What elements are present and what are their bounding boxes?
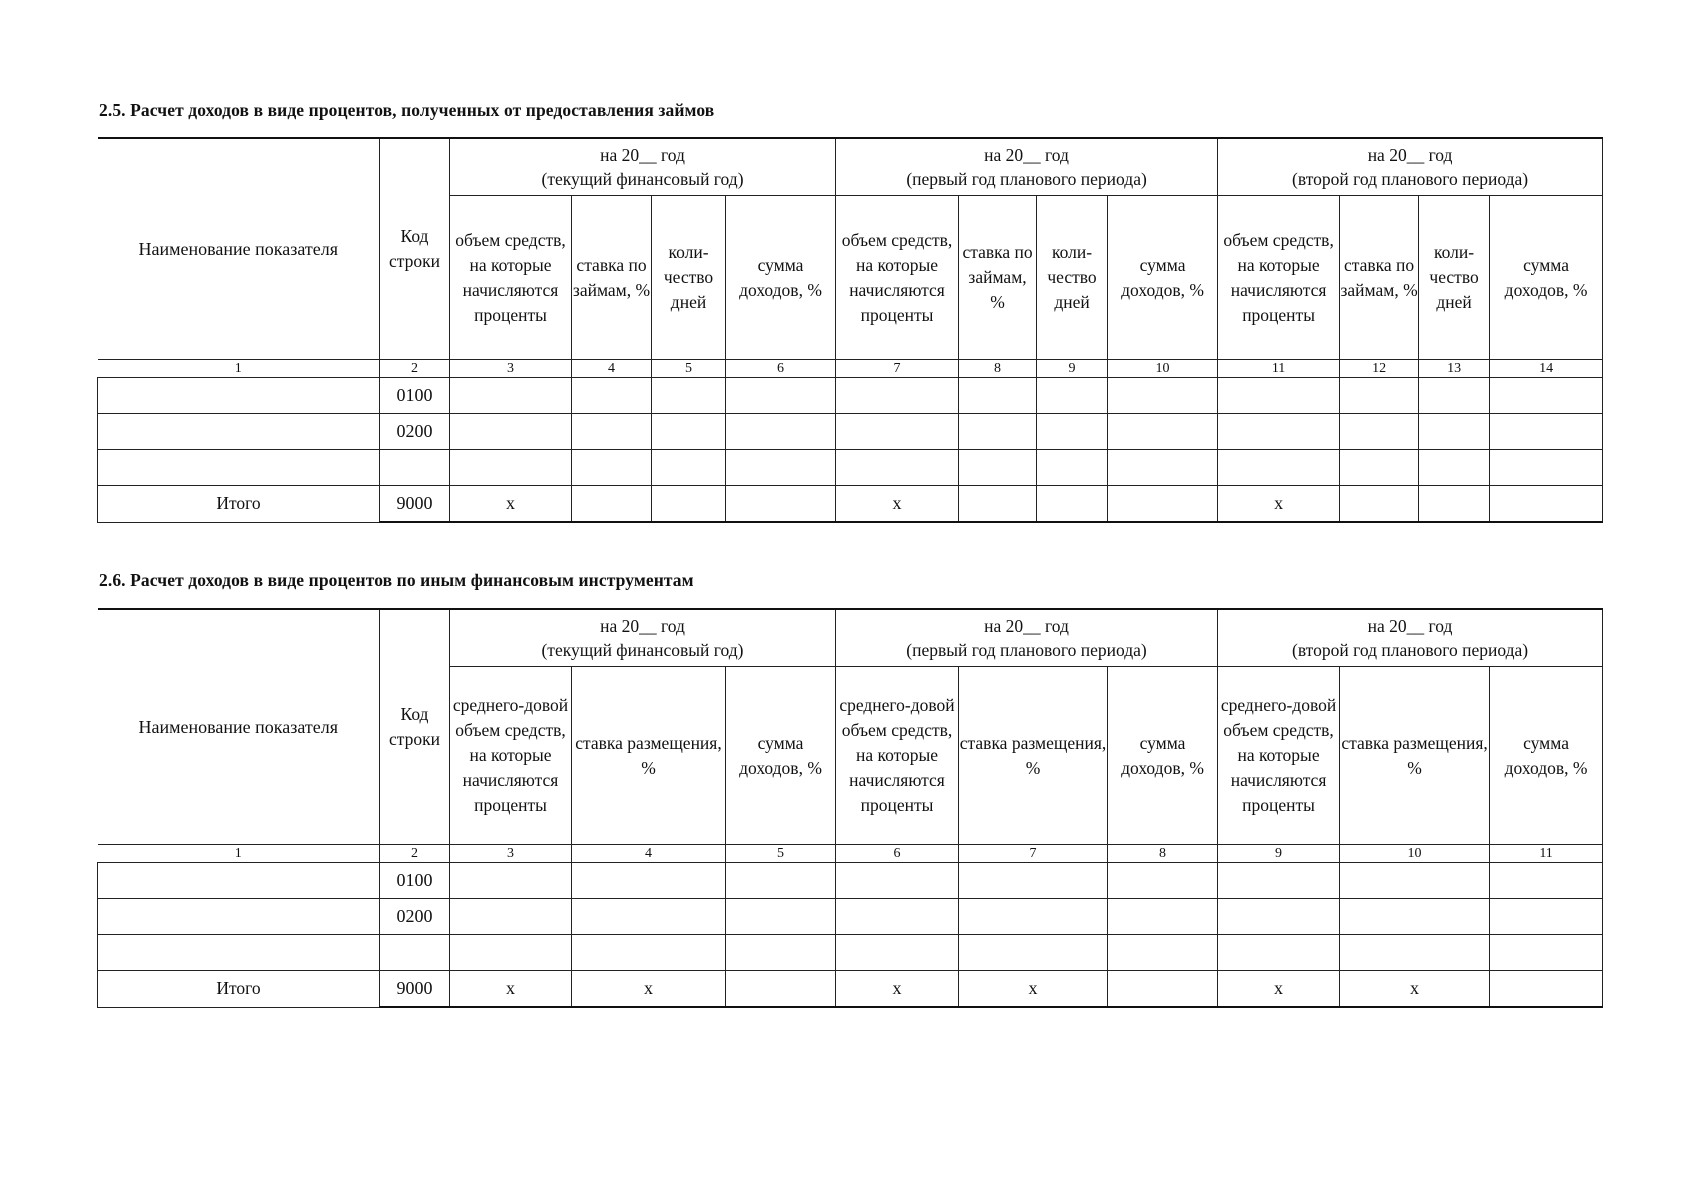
year-header-first-plan bbox=[836, 138, 1218, 196]
row-code-cell: 0200 bbox=[380, 899, 450, 935]
table-row bbox=[98, 935, 1603, 971]
year-label: на 20__ год bbox=[600, 616, 685, 636]
row-code-cell: 0200 bbox=[380, 414, 450, 450]
value-cell[interactable] bbox=[450, 378, 572, 414]
value-cell[interactable] bbox=[836, 378, 959, 414]
column-number: 8 bbox=[1108, 845, 1218, 863]
subheader-income: сумма доходов, % bbox=[1108, 667, 1218, 845]
value-cell[interactable] bbox=[1108, 971, 1218, 1008]
value-cell[interactable] bbox=[959, 414, 1037, 450]
year-caption: (первый год планового периода) bbox=[906, 640, 1147, 660]
value-cell[interactable] bbox=[959, 863, 1108, 899]
column-number: 6 bbox=[726, 360, 836, 378]
column-number: 7 bbox=[959, 845, 1108, 863]
row-name-cell[interactable] bbox=[98, 414, 380, 450]
value-cell[interactable] bbox=[959, 899, 1108, 935]
value-cell[interactable] bbox=[1218, 378, 1340, 414]
subheader-volume: объем средств, на которые начисляются проценты bbox=[450, 196, 572, 360]
row-name-cell[interactable] bbox=[98, 450, 380, 486]
value-cell[interactable] bbox=[572, 450, 652, 486]
value-cell[interactable] bbox=[450, 414, 572, 450]
subheader-placement-rate: ставка размещения, % bbox=[959, 667, 1108, 845]
section-2-5 bbox=[97, 100, 1602, 523]
subheader-income: сумма доходов, % bbox=[1108, 196, 1218, 360]
value-cell[interactable] bbox=[726, 863, 836, 899]
subheader-avg-volume: среднего-довой объем средств, на которые начисляются проценты bbox=[836, 667, 959, 845]
year-caption: (текущий финансовый год) bbox=[541, 640, 744, 660]
row-code-cell bbox=[380, 935, 450, 971]
value-cell[interactable] bbox=[572, 935, 726, 971]
value-cell[interactable] bbox=[1037, 450, 1108, 486]
row-code-cell bbox=[380, 450, 450, 486]
year-caption: (первый год планового периода) bbox=[906, 169, 1147, 189]
table-body bbox=[98, 378, 1603, 523]
subheader-days: коли-чество дней bbox=[1419, 196, 1490, 360]
value-cell[interactable] bbox=[836, 863, 959, 899]
column-header-name: Наименование показателя bbox=[98, 609, 380, 845]
column-header-code: Код строки bbox=[380, 138, 450, 360]
year-label: на 20__ год bbox=[600, 145, 685, 165]
table-row bbox=[98, 450, 1603, 486]
row-name-cell[interactable] bbox=[98, 899, 380, 935]
subheader-income: сумма доходов, % bbox=[1490, 667, 1603, 845]
value-cell[interactable] bbox=[1218, 935, 1340, 971]
value-cell[interactable] bbox=[726, 971, 836, 1008]
total-row bbox=[98, 971, 1603, 1008]
total-row bbox=[98, 486, 1603, 523]
column-number: 2 bbox=[380, 360, 450, 378]
column-number: 2 bbox=[380, 845, 450, 863]
value-cell[interactable] bbox=[572, 863, 726, 899]
row-name-cell[interactable] bbox=[98, 863, 380, 899]
year-caption: (второй год планового периода) bbox=[1292, 640, 1529, 660]
value-cell[interactable] bbox=[1340, 486, 1419, 523]
not-applicable-mark: x bbox=[1218, 971, 1340, 1008]
other-instruments-table bbox=[97, 608, 1603, 1008]
value-cell[interactable] bbox=[1218, 899, 1340, 935]
value-cell[interactable] bbox=[572, 486, 652, 523]
table-row bbox=[98, 414, 1603, 450]
value-cell[interactable] bbox=[1490, 971, 1603, 1008]
value-cell[interactable] bbox=[726, 486, 836, 523]
value-cell[interactable] bbox=[959, 378, 1037, 414]
value-cell[interactable] bbox=[1340, 899, 1490, 935]
not-applicable-mark: x bbox=[1340, 971, 1490, 1008]
value-cell[interactable] bbox=[959, 486, 1037, 523]
column-number: 4 bbox=[572, 360, 652, 378]
year-header-current bbox=[450, 609, 836, 667]
value-cell[interactable] bbox=[572, 414, 652, 450]
value-cell[interactable] bbox=[726, 414, 836, 450]
value-cell[interactable] bbox=[450, 450, 572, 486]
year-label: на 20__ год bbox=[984, 145, 1069, 165]
year-header-second-plan bbox=[1218, 138, 1603, 196]
column-number: 12 bbox=[1340, 360, 1419, 378]
column-number: 5 bbox=[726, 845, 836, 863]
subheader-income: сумма доходов, % bbox=[726, 667, 836, 845]
table-body bbox=[98, 863, 1603, 1008]
table-row bbox=[98, 863, 1603, 899]
value-cell[interactable] bbox=[1490, 935, 1603, 971]
subheader-rate: ставка по займам, % bbox=[1340, 196, 1419, 360]
column-number: 13 bbox=[1419, 360, 1490, 378]
section-2-6 bbox=[97, 570, 1602, 1008]
column-number: 4 bbox=[572, 845, 726, 863]
column-number: 8 bbox=[959, 360, 1037, 378]
value-cell[interactable] bbox=[572, 378, 652, 414]
value-cell[interactable] bbox=[1218, 863, 1340, 899]
subheader-rate: ставка по займам, % bbox=[572, 196, 652, 360]
value-cell[interactable] bbox=[450, 935, 572, 971]
year-caption: (второй год планового периода) bbox=[1292, 169, 1529, 189]
value-cell[interactable] bbox=[1419, 450, 1490, 486]
year-label: на 20__ год bbox=[1367, 145, 1453, 165]
value-cell[interactable] bbox=[652, 378, 726, 414]
not-applicable-mark: x bbox=[450, 971, 572, 1008]
value-cell[interactable] bbox=[959, 450, 1037, 486]
value-cell[interactable] bbox=[1108, 414, 1218, 450]
value-cell[interactable] bbox=[450, 863, 572, 899]
value-cell[interactable] bbox=[726, 378, 836, 414]
value-cell[interactable] bbox=[1340, 863, 1490, 899]
loans-interest-table bbox=[97, 137, 1603, 523]
value-cell[interactable] bbox=[1340, 450, 1419, 486]
value-cell[interactable] bbox=[1490, 450, 1603, 486]
value-cell[interactable] bbox=[1340, 378, 1419, 414]
subheader-volume: объем средств, на которые начисляются проценты bbox=[836, 196, 959, 360]
year-label: на 20__ год bbox=[1367, 616, 1453, 636]
value-cell[interactable] bbox=[1490, 414, 1603, 450]
value-cell[interactable] bbox=[836, 450, 959, 486]
value-cell[interactable] bbox=[1108, 378, 1218, 414]
value-cell[interactable] bbox=[1419, 414, 1490, 450]
column-numbers-row bbox=[98, 845, 1603, 863]
column-number: 14 bbox=[1490, 360, 1603, 378]
subheader-placement-rate: ставка размещения, % bbox=[572, 667, 726, 845]
value-cell[interactable] bbox=[1419, 486, 1490, 523]
not-applicable-mark: x bbox=[572, 971, 726, 1008]
value-cell[interactable] bbox=[726, 899, 836, 935]
row-code-cell: 9000 bbox=[380, 971, 450, 1008]
year-header-first-plan bbox=[836, 609, 1218, 667]
subheader-volume: объем средств, на которые начисляются проценты bbox=[1218, 196, 1340, 360]
value-cell[interactable] bbox=[1108, 899, 1218, 935]
year-header-second-plan bbox=[1218, 609, 1603, 667]
value-cell[interactable] bbox=[726, 450, 836, 486]
value-cell[interactable] bbox=[959, 935, 1108, 971]
table-row bbox=[98, 899, 1603, 935]
table-row bbox=[98, 378, 1603, 414]
column-number: 11 bbox=[1490, 845, 1603, 863]
column-number: 1 bbox=[98, 360, 380, 378]
row-code-cell: 0100 bbox=[380, 863, 450, 899]
row-code-cell: 0100 bbox=[380, 378, 450, 414]
subheader-days: коли-чество дней bbox=[652, 196, 726, 360]
value-cell[interactable] bbox=[1490, 863, 1603, 899]
not-applicable-mark: x bbox=[836, 971, 959, 1008]
value-cell[interactable] bbox=[836, 414, 959, 450]
year-caption: (текущий финансовый год) bbox=[541, 169, 744, 189]
not-applicable-mark: x bbox=[1218, 486, 1340, 523]
value-cell[interactable] bbox=[1340, 414, 1419, 450]
column-number: 11 bbox=[1218, 360, 1340, 378]
column-number: 3 bbox=[450, 360, 572, 378]
subheader-rate: ставка по займам, % bbox=[959, 196, 1037, 360]
value-cell[interactable] bbox=[1419, 378, 1490, 414]
row-name-cell[interactable] bbox=[98, 935, 380, 971]
value-cell[interactable] bbox=[1037, 414, 1108, 450]
section-title: 2.5. Расчет доходов в виде процентов, полученных от предоставления займов bbox=[99, 100, 715, 120]
value-cell[interactable] bbox=[1490, 899, 1603, 935]
column-number: 10 bbox=[1340, 845, 1490, 863]
not-applicable-mark: x bbox=[959, 971, 1108, 1008]
not-applicable-mark: x bbox=[450, 486, 572, 523]
column-number: 6 bbox=[836, 845, 959, 863]
column-number: 7 bbox=[836, 360, 959, 378]
subheader-income: сумма доходов, % bbox=[726, 196, 836, 360]
value-cell[interactable] bbox=[652, 486, 726, 523]
value-cell[interactable] bbox=[1108, 450, 1218, 486]
value-cell[interactable] bbox=[572, 899, 726, 935]
value-cell[interactable] bbox=[1108, 863, 1218, 899]
value-cell[interactable] bbox=[1490, 378, 1603, 414]
year-label: на 20__ год bbox=[984, 616, 1069, 636]
row-code-cell: 9000 bbox=[380, 486, 450, 523]
column-header-name: Наименование показателя bbox=[98, 138, 380, 360]
value-cell[interactable] bbox=[1340, 935, 1490, 971]
section-title: 2.6. Расчет доходов в виде процентов по иным финансовым инструментам bbox=[99, 570, 694, 590]
value-cell[interactable] bbox=[450, 899, 572, 935]
year-header-current bbox=[450, 138, 836, 196]
subheader-days: коли-чество дней bbox=[1037, 196, 1108, 360]
subheader-avg-volume: среднего-довой объем средств, на которые начисляются проценты bbox=[1218, 667, 1340, 845]
value-cell[interactable] bbox=[652, 450, 726, 486]
subheader-placement-rate: ставка размещения, % bbox=[1340, 667, 1490, 845]
total-label: Итого bbox=[98, 486, 380, 523]
column-number: 5 bbox=[652, 360, 726, 378]
column-number: 9 bbox=[1037, 360, 1108, 378]
total-label: Итого bbox=[98, 971, 380, 1008]
row-name-cell[interactable] bbox=[98, 378, 380, 414]
value-cell[interactable] bbox=[836, 935, 959, 971]
column-number: 3 bbox=[450, 845, 572, 863]
value-cell[interactable] bbox=[726, 935, 836, 971]
subheader-avg-volume: среднего-довой объем средств, на которые начисляются проценты bbox=[450, 667, 572, 845]
column-header-code: Код строки bbox=[380, 609, 450, 845]
subheader-income: сумма доходов, % bbox=[1490, 196, 1603, 360]
value-cell[interactable] bbox=[1037, 378, 1108, 414]
value-cell[interactable] bbox=[1218, 450, 1340, 486]
value-cell[interactable] bbox=[1218, 414, 1340, 450]
value-cell[interactable] bbox=[836, 899, 959, 935]
value-cell[interactable] bbox=[1108, 935, 1218, 971]
column-numbers-row bbox=[98, 360, 1603, 378]
value-cell[interactable] bbox=[652, 414, 726, 450]
value-cell[interactable] bbox=[1490, 486, 1603, 523]
column-number: 9 bbox=[1218, 845, 1340, 863]
column-number: 1 bbox=[98, 845, 380, 863]
value-cell[interactable] bbox=[1037, 486, 1108, 523]
value-cell[interactable] bbox=[1108, 486, 1218, 523]
not-applicable-mark: x bbox=[836, 486, 959, 523]
column-number: 10 bbox=[1108, 360, 1218, 378]
